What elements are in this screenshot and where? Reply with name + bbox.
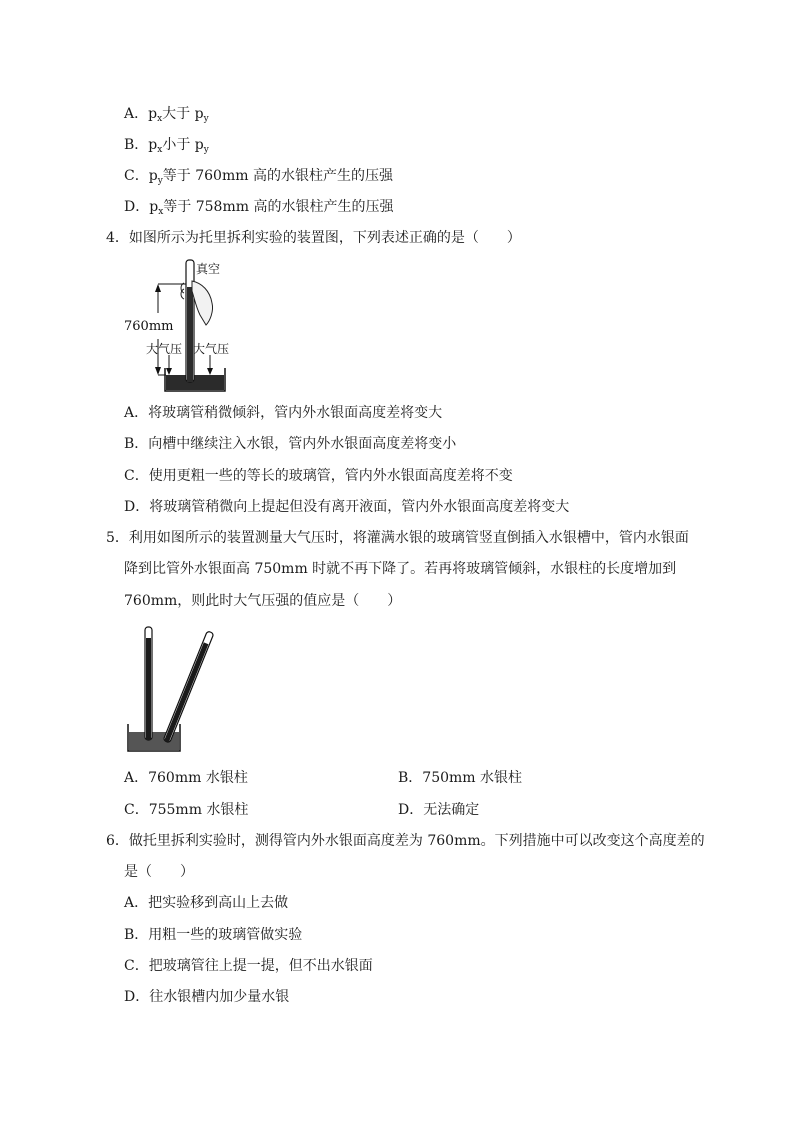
q5-option-d: D．无法确定	[398, 802, 480, 818]
q5-stem-line1: 5．利用如图所示的装置测量大气压时，将灌满水银的玻璃管竖直倒插入水银槽中，管内水银面	[106, 530, 689, 546]
q6-stem-line1: 6．做托里拆利实验时，测得管内外水银面高度差为 760mm。下列措施中可以改变这个高度差的	[106, 833, 705, 849]
q4-mercury-column	[187, 287, 193, 382]
q3-option-c: C．$p_y$等于 760mm 高的水银柱产生的压强	[124, 168, 393, 186]
q6-option-a: A．把实验移到高山上去做	[124, 895, 289, 911]
q3-option-a: A．$p_x$大于 $p_y$	[124, 106, 209, 124]
q5-vertical-mercury	[146, 638, 151, 740]
q4-hand-icon	[192, 281, 213, 325]
q5-tilted-tube-figure	[124, 622, 224, 754]
q4-option-d: D．将玻璃管稍微向上提起但没有离开液面，管内外水银面高度差将变大	[124, 499, 570, 515]
q4-pressure-right-label: 大气压	[193, 342, 230, 356]
q4-basin-mercury	[166, 375, 224, 390]
q4-pressure-left-label: 大气压	[146, 342, 183, 356]
q4-torricelli-figure	[120, 255, 240, 395]
q6-option-c: C．把玻璃管往上提一提，但不出水银面	[124, 958, 373, 974]
q5-option-a: A．760mm 水银柱	[124, 770, 248, 786]
q4-height-label: 760mm	[124, 319, 174, 334]
q5-stem-line3: 760mm，则此时大气压强的值应是（ ）	[124, 593, 402, 609]
q4-option-c: C．使用更粗一些的等长的玻璃管，管内外水银面高度差将不变	[124, 468, 513, 484]
q3-option-b: B．$p_x$小于 $p_y$	[124, 137, 209, 155]
q5-tilted-mercury	[164, 642, 208, 742]
q4-option-a: A．将玻璃管稍微倾斜，管内外水银面高度差将变大	[124, 405, 443, 421]
q3-option-d: D．$p_x$等于 758mm 高的水银柱产生的压强	[124, 199, 394, 217]
q5-option-b: B．750mm 水银柱	[398, 770, 523, 786]
q6-option-d: D．往水银槽内加少量水银	[124, 989, 290, 1005]
q4-vacuum-label: 真空	[196, 262, 221, 276]
q5-option-c: C．755mm 水银柱	[124, 802, 249, 818]
q6-stem-line2: 是（ ）	[124, 864, 194, 880]
q6-option-b: B．用粗一些的玻璃管做实验	[124, 927, 303, 943]
q4-stem: 4．如图所示为托里拆利实验的装置图，下列表述正确的是（ ）	[106, 230, 521, 246]
q5-stem-line2: 降到比管外水银面高 750mm 时就不再下降了。若再将玻璃管倾斜，水银柱的长度增加到	[124, 561, 677, 577]
q4-option-b: B．向槽中继续注入水银，管内外水银面高度差将变小	[124, 436, 457, 452]
